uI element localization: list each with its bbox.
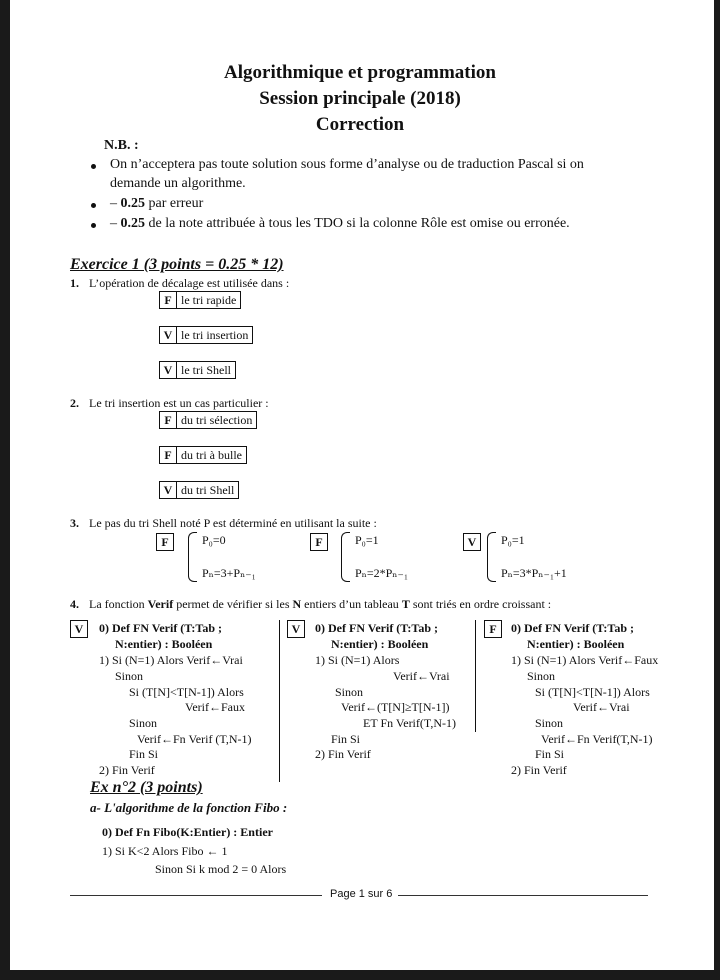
q3-opt1-mark: F: [156, 533, 174, 551]
q2-text: Le tri insertion est un cas particulier :: [89, 396, 269, 410]
q3-opt1-pn: Pₙ=3+Pₙ₋₁: [202, 566, 256, 580]
q2-opt1-label: du tri sélection: [177, 411, 257, 429]
exercice2-title: Ex n°2 (3 points): [90, 779, 203, 796]
q4-col2-mark: V: [287, 620, 305, 638]
q1-number: 1.: [70, 276, 79, 290]
exercice1-title: Exercice 1 (3 points = 0.25 * 12): [70, 256, 284, 273]
q1-text: L’opération de décalage est utilisée dans :: [89, 276, 290, 290]
q4-col1-line1: N:entier) : Booléen: [115, 637, 213, 651]
q4-col1-line0: 0) Def FN Verif (T:Tab ;: [99, 621, 222, 635]
q4-col3-line5: Verif←Vrai: [573, 700, 630, 714]
q4-col1-line8: Fin Si: [129, 747, 159, 761]
q3-opt2-pn: Pₙ=2*Pₙ₋₁: [355, 566, 409, 580]
q4-col2-line3: Verif←Vrai: [393, 669, 450, 683]
exercice2-subtitle: a- L'algorithme de la fonction Fibo :: [90, 800, 288, 815]
q3-opt1-p0: P₀=0: [202, 533, 226, 547]
q4-col1-line7: Verif←Fn Verif (T,N-1): [137, 732, 252, 746]
q4-col2-line7: Fin Si: [331, 732, 361, 746]
q4-col3-line7: Verif←Fn Verif(T,N-1): [541, 732, 653, 746]
q4-divider-1: [279, 620, 280, 782]
bullet-2: [91, 203, 96, 208]
q4-text: La fonction Verif permet de vérifier si les N entiers d’un tableau T sont triés en ordre croissant :: [89, 597, 552, 611]
q2-opt2-mark: F: [159, 446, 177, 464]
q3-opt2-p0: P₀=1: [355, 533, 379, 547]
q2-opt3-mark: V: [159, 481, 177, 499]
q4-col3-line3: Sinon: [527, 669, 556, 683]
doc-title-line3: Correction: [315, 114, 405, 135]
q4-col1-mark: V: [70, 620, 88, 638]
nb-bullet1-line1: On n’acceptera pas toute solution sous forme d’analyse ou de traduction Pascal si on: [110, 157, 584, 172]
q4-col2-line2: 1) Si (N=1) Alors: [315, 653, 400, 667]
nb-bullet2: – 0.25 par erreur: [110, 196, 204, 211]
bullet-1: [91, 164, 96, 169]
q4-col1-line2: 1) Si (N=1) Alors Verif←Vrai: [99, 653, 243, 667]
q4-col1-line9: 2) Fin Verif: [99, 763, 155, 777]
q4-col2-line0: 0) Def FN Verif (T:Tab ;: [315, 621, 438, 635]
bullet-3: [91, 223, 96, 228]
q2-opt2-label: du tri à bulle: [177, 446, 247, 464]
q4-col3-mark: F: [484, 620, 502, 638]
q3-opt1-brace: [188, 532, 197, 582]
q3-opt3-p0: P₀=1: [501, 533, 525, 547]
q2-opt3-label: du tri Shell: [177, 481, 239, 499]
q3-text: Le pas du tri Shell noté P est déterminé en utilisant la suite :: [89, 516, 377, 530]
doc-title-line2: Session principale (2018): [259, 88, 461, 109]
q4-divider-2: [475, 620, 476, 732]
q1-opt1-mark: F: [159, 291, 177, 309]
q4-col2-line1: N:entier) : Booléen: [331, 637, 429, 651]
q4-col2-line8: 2) Fin Verif: [315, 747, 371, 761]
q1-opt3-mark: V: [159, 361, 177, 379]
q1-opt2-mark: V: [159, 326, 177, 344]
q4-col3-line6: Sinon: [535, 716, 564, 730]
footer-rule-right: [398, 895, 648, 896]
fibo-line2: Sinon Si k mod 2 = 0 Alors: [155, 862, 287, 876]
q4-col1-line5: Verif←Faux: [185, 700, 245, 714]
q4-col3-line8: Fin Si: [535, 747, 565, 761]
page-number: Page 1 sur 6: [330, 888, 393, 900]
fibo-line1: 1) Si K<2 Alors Fibo ← 1: [102, 844, 228, 858]
nb-label: N.B. :: [104, 138, 139, 153]
q4-col1-line4: Si (T[N]<T[N-1]) Alors: [129, 685, 244, 699]
q1-opt1-label: le tri rapide: [177, 291, 241, 309]
q4-col3-line9: 2) Fin Verif: [511, 763, 567, 777]
q2-opt1-mark: F: [159, 411, 177, 429]
q4-col3-line4: Si (T[N]<T[N-1]) Alors: [535, 685, 650, 699]
q4-col3-line2: 1) Si (N=1) Alors Verif←Faux: [511, 653, 659, 667]
q3-number: 3.: [70, 516, 79, 530]
nb-bullet1-line2: demande un algorithme.: [110, 176, 246, 191]
q4-col2-line4: Sinon: [335, 685, 364, 699]
q3-opt2-mark: F: [310, 533, 328, 551]
q4-col3-line0: 0) Def FN Verif (T:Tab ;: [511, 621, 634, 635]
nb-bullet3: – 0.25 de la note attribuée à tous les TDO si la colonne Rôle est omise ou erronée.: [110, 216, 570, 231]
footer-rule-left: [70, 895, 322, 896]
doc-title-line1: Algorithmique et programmation: [224, 62, 496, 83]
q1-opt2-label: le tri insertion: [177, 326, 253, 344]
fibo-line0: 0) Def Fn Fibo(K:Entier) : Entier: [102, 825, 273, 839]
q4-col2-line5: Verif←(T[N]≥T[N-1]): [341, 700, 450, 714]
q4-col1-line6: Sinon: [129, 716, 158, 730]
q3-opt3-pn: Pₙ=3*Pₙ₋₁+1: [501, 566, 567, 580]
q3-opt3-mark: V: [463, 533, 481, 551]
q4-col3-line1: N:entier) : Booléen: [527, 637, 625, 651]
q4-col1-line3: Sinon: [115, 669, 144, 683]
q3-opt2-brace: [341, 532, 350, 582]
q4-number: 4.: [70, 597, 79, 611]
q2-number: 2.: [70, 396, 79, 410]
q3-opt3-brace: [487, 532, 496, 582]
q1-opt3-label: le tri Shell: [177, 361, 236, 379]
q4-col2-line6: ET Fn Verif(T,N-1): [363, 716, 456, 730]
